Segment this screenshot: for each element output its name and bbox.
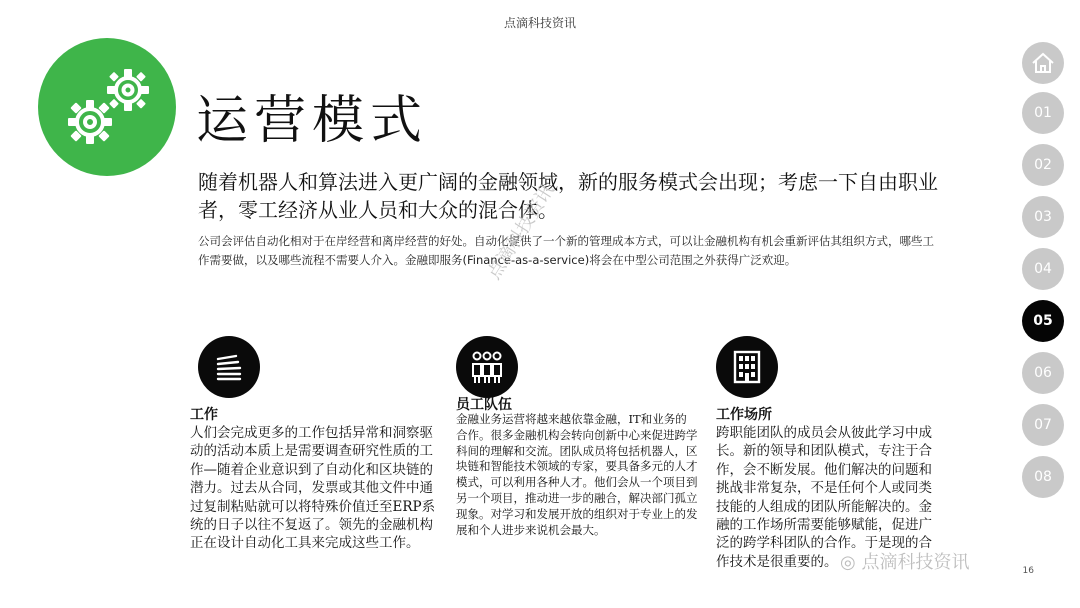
lead-paragraph: 随着机器人和算法进入更广阔的金融领域，新的服务模式会出现；考虑一下自由职业者，零工经济从业人员和大众的混合体。 <box>198 170 938 222</box>
team-people-icon <box>456 336 518 398</box>
column-title: 工作场所 <box>716 407 772 423</box>
wechat-watermark-text: 点滴科技资讯 <box>861 552 970 573</box>
diagonal-watermark: 点滴科技资讯 <box>483 180 559 284</box>
page-title: 运营模式 <box>196 91 429 151</box>
wechat-icon: ◎ <box>840 552 856 573</box>
home-icon <box>1022 42 1064 84</box>
column-body: 跨职能团队的成员会从彼此学习中成长。新的领导和团队模式，专注于合作，会不断发展。他们解决的问题和挑战非常复杂，不是任何个人或同类技能的人组成的团队所能解决的。金融的工作场所需要能够赋能，促进广泛的跨学科团队的合作。于是现的合作技术是很重要的。 <box>716 425 932 570</box>
nav-item-08[interactable]: 08 <box>1022 456 1064 498</box>
nav-item-07[interactable]: 07 <box>1022 404 1064 446</box>
wechat-watermark <box>840 548 969 574</box>
page-number: 16 <box>1022 566 1034 576</box>
column-title: 员工队伍 <box>456 397 512 413</box>
stacked-papers-icon <box>198 336 260 398</box>
nav-item-01[interactable]: 01 <box>1022 92 1064 134</box>
nav-item-02[interactable]: 02 <box>1022 144 1064 186</box>
body-paragraph: 公司会评估自动化相对于在岸经营和离岸经营的好处。自动化提供了一个新的管理成本方式，可以让金融机构有机会重新评估其组织方式，哪些工作需要做，以及哪些流程不需要人介入。金融即服务(Finance-as-a-service)将会在中型公司范围之外获得广泛欢迎。 <box>198 234 934 267</box>
office-building-icon <box>716 336 778 398</box>
nav-item-03[interactable]: 03 <box>1022 196 1064 238</box>
gears-icon <box>38 38 176 176</box>
nav-item-04[interactable]: 04 <box>1022 248 1064 290</box>
page-header-title: 点滴科技资讯 <box>503 16 576 30</box>
gears-icon-circle <box>38 38 176 176</box>
column-body: 金融业务运营将越来越依靠金融，IT和业务的合作。很多金融机构会转向创新中心来促进跨学科间的理解和交流。团队成员将包括机器人，区块链和智能技术领域的专家，要具备多元的人才模式，可以利用各种人才。他们会从一个项目到另一个项目，推动进一步的融合，解决部门孤立现象。对学习和发展开放的组织对于专业上的发展和个人进步来说机会最大。 <box>456 412 698 537</box>
nav-home-button[interactable] <box>1022 42 1064 84</box>
nav-item-06[interactable]: 06 <box>1022 352 1064 394</box>
column-body: 人们会完成更多的工作包括异常和洞察驱动的活动本质上是需要调查研究性质的工作—随着企业意识到了自动化和区块链的潜力。过去从合同，发票或其他文件中通过复制粘贴就可以将特殊价值迁至ERP系统的日子以往不复返了。领先的金融机构正在设计自动化工具来完成这些工作。 <box>190 425 436 552</box>
column-title: 工作 <box>190 407 218 423</box>
nav-item-05[interactable]: 05 <box>1022 300 1064 342</box>
